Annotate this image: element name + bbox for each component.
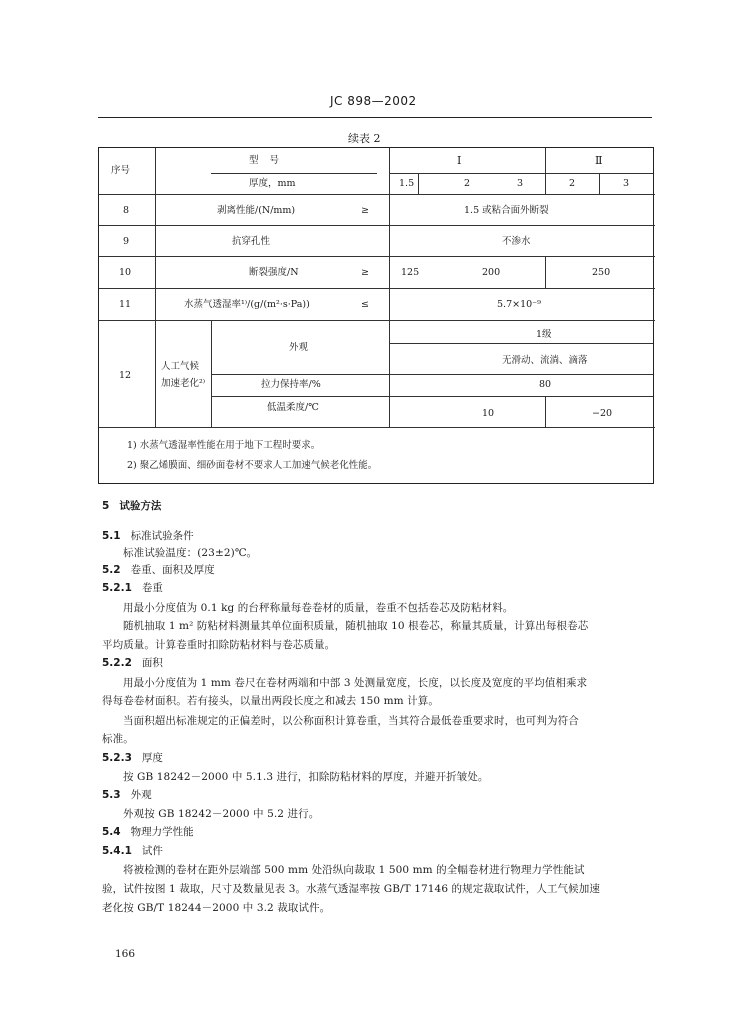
aging-item-line1: 人工气候 [161,361,200,372]
section-number: 5.2.2 [102,657,132,669]
table-line [418,173,419,194]
row-number: 12 [119,370,132,381]
table-line [389,320,390,427]
section-5-2-1-heading [102,580,163,595]
section-title: 试件 [141,845,163,857]
thickness-2b: 2 [569,178,576,189]
paragraph: 验，试件按图 1 裁取，尺寸及数量见表 3。水蒸气透湿率按 GB/T 17146 的规定裁取试件，人工气候加速 [102,883,600,895]
thickness-1-5: 1.5 [399,178,415,189]
section-number: 5.4 [102,826,121,838]
row-item: 水蒸气透湿率¹⁾/(g/(m²·s·Pa)) [184,299,310,310]
section-title: 面积 [141,657,163,669]
table-line [211,374,653,375]
table-line [545,256,546,288]
section-number: 5.2.3 [102,752,132,764]
section-5-1-heading [102,528,194,543]
section-title: 外观 [130,789,152,801]
section-number: 5.4.1 [102,845,132,857]
section-number: 5.1 [102,530,121,542]
paragraph: 按 GB 18242－2000 中 5.1.3 进行，扣除防粘材料的厚度，并避开折皱处。 [123,771,489,783]
row-number: 8 [123,205,130,216]
table-line [545,396,546,427]
table-line [211,396,653,397]
header-seq: 序号 [111,165,131,176]
table-line [211,320,212,427]
paragraph: 外观按 GB 18242－2000 中 5.2 进行。 [123,808,320,820]
row-value: 5.7×10⁻⁹ [497,299,541,310]
lowtemp-label: 低温柔度/℃ [267,402,319,413]
paragraph: 随机抽取 1 m² 防粘材料测量其单位面积质量，随机抽取 10 根卷芯，称量其质量，计算出每根卷芯 [123,620,589,632]
table-line [155,148,156,427]
section-number: 5.3 [102,789,121,801]
thickness-3a: 3 [517,178,524,189]
section-5-heading [102,498,161,513]
row-value-3: 250 [592,267,611,278]
header-model: 型 号 [249,155,284,166]
table-note: 1) 水蒸气透湿率性能在用于地下工程时要求。 [127,440,321,451]
table-note: 2) 聚乙烯膜面、细砂面卷材不要求人工加速气候老化性能。 [127,460,378,471]
section-5-2-heading [102,562,215,577]
section-title: 标准试验条件 [130,530,194,542]
section-title: 卷重 [141,582,163,594]
appearance-requirement: 无滑动、流淌、滴落 [502,355,588,366]
table-line [99,427,655,428]
table-line [99,194,655,195]
row-number: 11 [119,299,132,310]
section-title: 物理力学性能 [130,826,194,838]
thickness-3b: 3 [623,178,630,189]
row-item: 断裂强度/N [249,267,299,278]
row-value-2: 200 [482,267,501,278]
appearance-label: 外观 [289,342,309,353]
paragraph: 将被检测的卷材在距外层端部 500 mm 处沿纵向裁取 1 500 mm 的全幅卷材进行物理力学性能试 [123,864,585,876]
row-item: 抗穿孔性 [232,236,271,247]
table-line [389,173,653,174]
section-title: 卷重、面积及厚度 [130,564,215,576]
table-caption: 续表 2 [348,132,381,145]
header-rule [98,117,652,118]
section-title: 试验方法 [119,500,162,512]
section-5-4-1-heading [102,843,163,858]
paragraph: 平均质量。计算卷重时扣除防粘材料与卷芯质量。 [102,639,336,651]
section-5-3-heading [102,787,152,802]
aging-item-line2: 加速老化²⁾ [161,378,206,389]
paragraph: 用最小分度值为 1 mm 卷尺在卷材两端和中部 3 处测量宽度，长度，以长度及宽度的平均值相乘求 [123,677,588,689]
table-line [211,173,377,174]
table-line [99,225,655,226]
paragraph: 标准试验温度：(23±2)℃。 [123,547,258,559]
paragraph: 当面积超出标准规定的正偏差时，以公称面积计算卷重，当其符合最低卷重要求时，也可判为符合 [123,715,579,727]
header-thickness: 厚度，mm [249,178,296,189]
tensile-label: 拉力保持率/% [261,379,321,390]
row-value: 不渗水 [502,236,531,247]
row-number: 10 [119,267,132,278]
section-number: 5 [102,500,110,512]
lowtemp-value-2: −20 [592,408,613,419]
table-line [389,148,390,320]
thickness-2a: 2 [464,178,471,189]
paragraph: 老化按 GB/T 18244－2000 中 3.2 裁取试件。 [102,902,331,914]
section-5-4-heading [102,824,194,839]
row-operator: ≥ [361,205,369,216]
row-value: 1.5 或粘合面外断裂 [464,205,549,216]
table-line [599,173,600,194]
row-value-1: 125 [401,267,420,278]
table-line [99,256,655,257]
table-line [545,173,546,194]
row-operator: ≥ [361,267,369,278]
spec-table [98,147,654,484]
section-5-2-2-heading [102,655,163,670]
page-number: 166 [115,948,136,960]
row-operator: ≤ [361,299,369,310]
standard-code-header: JC 898—2002 [330,94,417,108]
paragraph: 得每卷卷材面积。若有接头，以量出两段长度之和减去 150 mm 计算。 [102,695,439,707]
table-line [545,148,546,173]
row-number: 9 [123,236,130,247]
table-line [99,288,655,289]
header-type-2: Ⅱ [595,154,603,167]
section-title: 厚度 [141,752,163,764]
table-line [389,343,653,344]
appearance-grade: 1级 [536,329,552,340]
lowtemp-value-1: 10 [482,408,495,419]
section-number: 5.2 [102,564,121,576]
table-line [99,320,655,321]
paragraph: 标准。 [102,733,134,745]
tensile-value: 80 [539,379,552,390]
section-number: 5.2.1 [102,582,132,594]
header-type-1: Ⅰ [457,154,462,167]
row-item: 剥离性能/(N/mm) [217,205,296,216]
section-5-2-3-heading [102,750,163,765]
paragraph: 用最小分度值为 0.1 kg 的台秤称量每卷卷材的质量，卷重不包括卷芯及防粘材料。 [123,602,514,614]
